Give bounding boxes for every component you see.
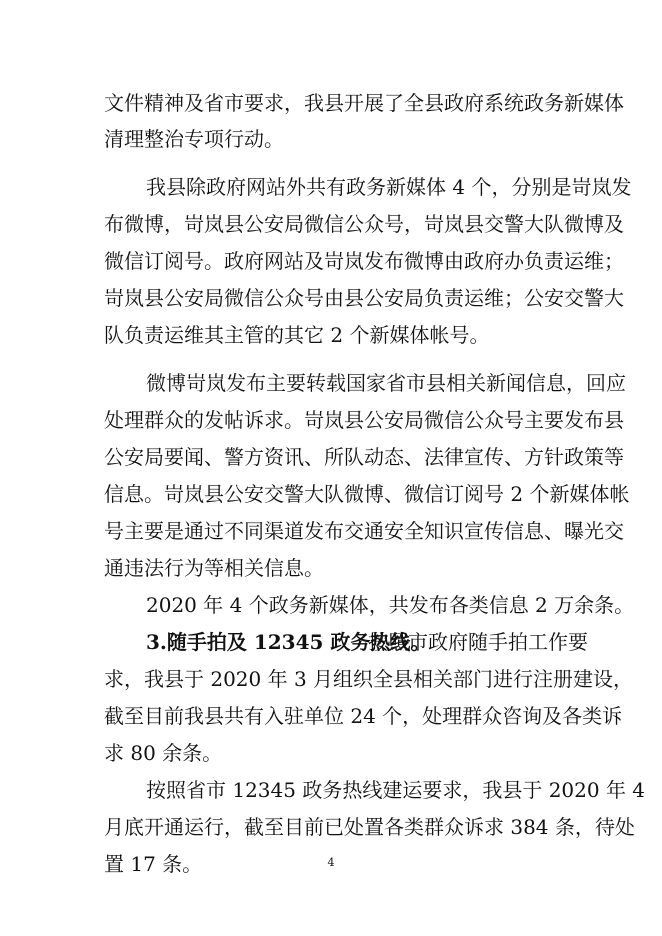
text-line-content: 求 80 余条。 [104,741,223,765]
text-line-content: 截至目前我县共有入驻单位 24 个，处理群众咨询及各类诉 [104,704,623,728]
text-line-content: 月底开通运行，截至目前已处置各类群众诉求 384 条，待处 [104,815,635,839]
page-number: 4 [327,856,335,869]
text-line-content: 通违法行为等相关信息。 [104,556,324,580]
text-line-content: 岢岚县公安局微信公众号由县公安局负责运维；公安交警大 [104,286,624,310]
text-line-content: 号主要是通过不同渠道发布交通安全知识宣传信息、曝光交 [104,519,624,543]
text-line-content: 公安局要闻、警方资讯、所队动态、法律宣传、方针政策等 [104,445,624,469]
text-line-content: 信息。岢岚县公安交警大队微博、微信订阅号 2 个新媒体帐 [104,482,630,506]
text-line-content: 队负责运维其主管的其它 2 个新媒体帐号。 [104,323,490,347]
text-line-content: 微信订阅号。政府网站及岢岚发布微博由政府办负责运维； [104,249,624,273]
text-line-content: 置 17 条。 [104,852,203,876]
text-line-content: 微博岢岚发布主要转载国家省市县相关新闻信息，回应 [146,371,626,395]
text-line-content: 求，我县于 2020 年 3 月组织全县相关部门进行注册建设， [104,667,634,691]
text-line-content: 2020 年 4 个政务新媒体，共发布各类信息 2 万余条。 [146,593,635,617]
text-line-content: 处理群众的发帖诉求。岢岚县公安局微信公众号主要发布县 [104,408,624,432]
text-line-content: 清理整治专项行动。 [104,127,284,151]
section-heading: 3.随手拍及 12345 政务热线。 [146,630,431,654]
text-line-content: 我县除政府网站外共有政务新媒体 4 个，分别是岢岚发 [146,175,632,199]
text-line-content: 按照市政府随手拍工作要 [368,630,588,654]
text-line-content: 文件精神及省市要求，我县开展了全县政府系统政务新媒体 [104,91,624,115]
text-line-content: 布微博，岢岚县公安局微信公众号，岢岚县交警大队微博及 [104,212,624,236]
text-line-content: 按照省市 12345 政务热线建运要求，我县于 2020 年 4 [146,778,646,802]
